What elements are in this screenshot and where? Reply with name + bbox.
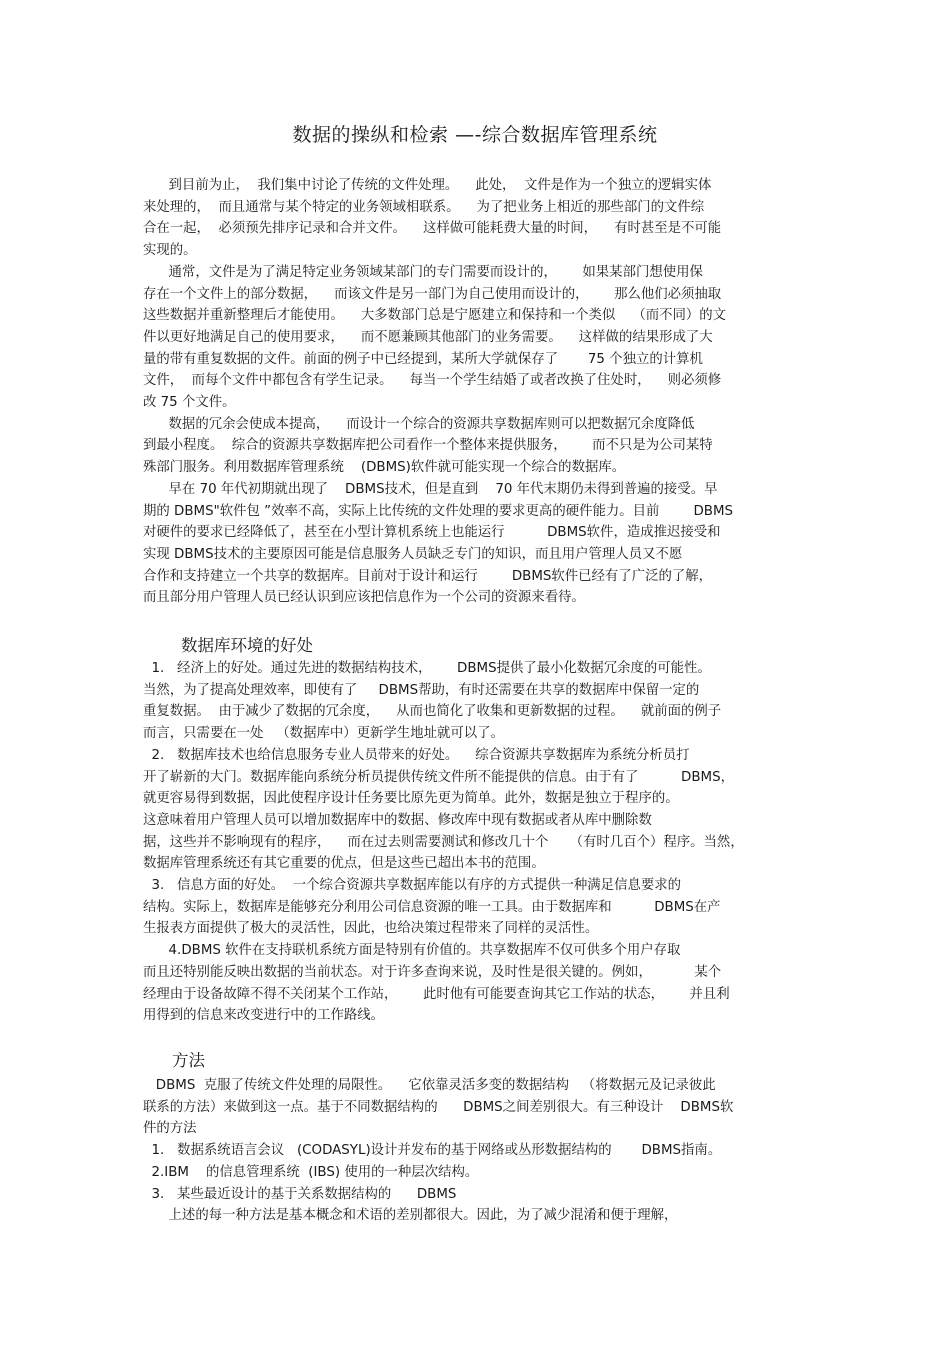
text-line: 重复数据。 由于减少了数据的冗余度， 从而也简化了收集和更新数据的过程。 就前面的例子 <box>143 704 722 720</box>
text-line: 期的 DBMS"软件包 ”效率不高，实际上比传统的文件处理的要求更高的硬件能力。目前 DBMS <box>143 503 734 519</box>
text-line: 2.IBM 的信息管理系统 (IBS) 使用的一种层次结构。 <box>143 1164 479 1180</box>
text-line: 合在一起， 必须预先排序记录和合并文件。 这样做可能耗费大量的时间， 有时甚至是不可能 <box>143 221 722 237</box>
text-line: 4.DBMS 软件在支持联机系统方面是特别有价值的。共享数据库不仅可供多个用户存取 <box>143 943 681 959</box>
text-line: 数据库管理系统还有其它重要的优点，但是这些已超出本书的范围。 <box>143 856 545 872</box>
text-line: 开了崭新的大门。数据库能向系统分析员提供传统文件所不能提供的信息。由于有了 DBMS， <box>143 769 734 785</box>
text-line: 实现 DBMS技术的主要原因可能是信息服务人员缺乏专门的知识，而且用户管理人员又不愿 <box>143 546 683 562</box>
text-line: 据，这些并不影响现有的程序， 而在过去则需要测试和修改几十个 （有时几百个）程序。当然， <box>143 834 744 850</box>
text-line: 通常，文件是为了满足特定业务领域某部门的专门需要而设计的， 如果某部门想使用保 <box>143 264 703 280</box>
text-line: 件的方法 <box>143 1121 197 1137</box>
text-line: 文件， 而每个文件中都包含有学生记录。 每当一个学生结婚了或者改换了住处时， 则必须修 <box>143 373 722 389</box>
text-line: 来处理的， 而且通常与某个特定的业务领域相联系。 为了把业务上相近的那些部门的文件综 <box>143 199 705 215</box>
text-line: 3. 某些最近设计的基于关系数据结构的 DBMS <box>143 1186 457 1202</box>
text-line: 经理由于设备故障不得不关闭某个工作站， 此时他有可能要查询其它工作站的状态， 并且利 <box>143 986 730 1002</box>
page-title: 数据的操纵和检索 —-综合数据库管理系统 <box>292 124 658 146</box>
text-line: 早在 70 年代初期就出现了 DBMS技术，但是直到 70 年代末期仍未得到普遍的接受。早 <box>143 481 718 497</box>
text-line: 2. 数据库技术也给信息服务专业人员带来的好处。 综合资源共享数据库为系统分析员打 <box>143 747 690 763</box>
text-line: DBMS 克服了传统文件处理的局限性。 它依靠灵活多变的数据结构 （将数据元及记录彼此 <box>143 1078 716 1093</box>
text-line: 存在一个文件上的部分数据， 而该文件是另一部门为自己使用而设计的， 那么他们必须抽取 <box>143 286 722 302</box>
section-heading: 数据库环境的好处 <box>181 636 313 655</box>
text-line: 生报表方面提供了极大的灵活性，因此，也给决策过程带来了同样的灵活性。 <box>143 921 599 937</box>
text-line: 数据的冗余会使成本提高， 而设计一个综合的资源共享数据库则可以把数据冗余度降低 <box>143 416 695 432</box>
text-line: 实现的。 <box>143 243 197 259</box>
text-line: 结构。实际上，数据库是能够充分利用公司信息资源的唯一工具。由于数据库和 DBMS在产 <box>143 899 721 915</box>
text-line: 而且还特别能反映出数据的当前状态。对于许多查询来说，及时性是很关键的。例如， 某个 <box>143 964 722 980</box>
text-line: 上述的每一种方法是基本概念和术语的差别都很大。因此，为了减少混淆和便于理解， <box>143 1208 678 1224</box>
text-line: 殊部门服务。利用数据库管理系统 (DBMS)软件就可能实现一个综合的数据库。 <box>143 460 626 476</box>
section-heading: 方法 <box>172 1051 205 1070</box>
text-line: 这意味着用户管理人员可以增加数据库中的数据、修改库中现有数据或者从库中删除数 <box>143 812 652 828</box>
text-line: 3. 信息方面的好处。 一个综合资源共享数据库能以有序的方式提供一种满足信息要求的 <box>143 878 682 893</box>
text-line: 量的带有重复数据的文件。前面的例子中已经提到，某所大学就保存了 75 个独立的计算机 <box>143 351 703 367</box>
text-line: 当然，为了提高处理效率，即使有了 DBMS帮助，有时还需要在共享的数据库中保留一定的 <box>143 682 700 698</box>
text-line: 用得到的信息来改变进行中的工作路线。 <box>143 1008 385 1024</box>
text-line: 改 75 个文件。 <box>143 395 236 410</box>
text-line: 到目前为止， 我们集中讨论了传统的文件处理。 此处， 文件是作为一个独立的逻辑实体 <box>143 178 712 193</box>
text-line: 这些数据并重新整理后才能使用。 大多数部门总是宁愿建立和保持和一个类似 （而不同）的文 <box>143 308 727 324</box>
text-line: 合作和支持建立一个共享的数据库。目前对于设计和运行 DBMS软件已经有了广泛的了解， <box>143 568 713 584</box>
text-line: 而言，只需要在一处 （数据库中）更新学生地址就可以了。 <box>143 726 504 742</box>
text-line: 1. 经济上的好处。通过先进的数据结构技术， DBMS提供了最小化数据冗余度的可能性。 <box>143 661 711 676</box>
text-line: 而且部分用户管理人员已经认识到应该把信息作为一个公司的资源来看待。 <box>143 590 585 606</box>
text-line: 对硬件的要求已经降低了，甚至在小型计算机系统上也能运行 DBMS软件，造成推迟接受和 <box>143 525 721 541</box>
text-line: 就更容易得到数据，因此使程序设计任务要比原先更为简单。此外，数据是独立于程序的。 <box>143 791 679 807</box>
text-line: 件以更好地满足自己的使用要求， 而不愿兼顾其他部门的业务需要。 这样做的结果形成了大 <box>143 329 713 345</box>
text-line: 联系的方法）来做到这一点。基于不同数据结构的 DBMS之间差别很大。有三种设计 DBMS软 <box>143 1099 734 1115</box>
text-line: 1. 数据系统语言会议 (CODASYL)设计并发布的基于网络或丛形数据结构的 DBMS指南。 <box>143 1143 722 1159</box>
text-line: 到最小程度。 综合的资源共享数据库把公司看作一个整体来提供服务， 而不只是为公司某特 <box>143 438 713 454</box>
